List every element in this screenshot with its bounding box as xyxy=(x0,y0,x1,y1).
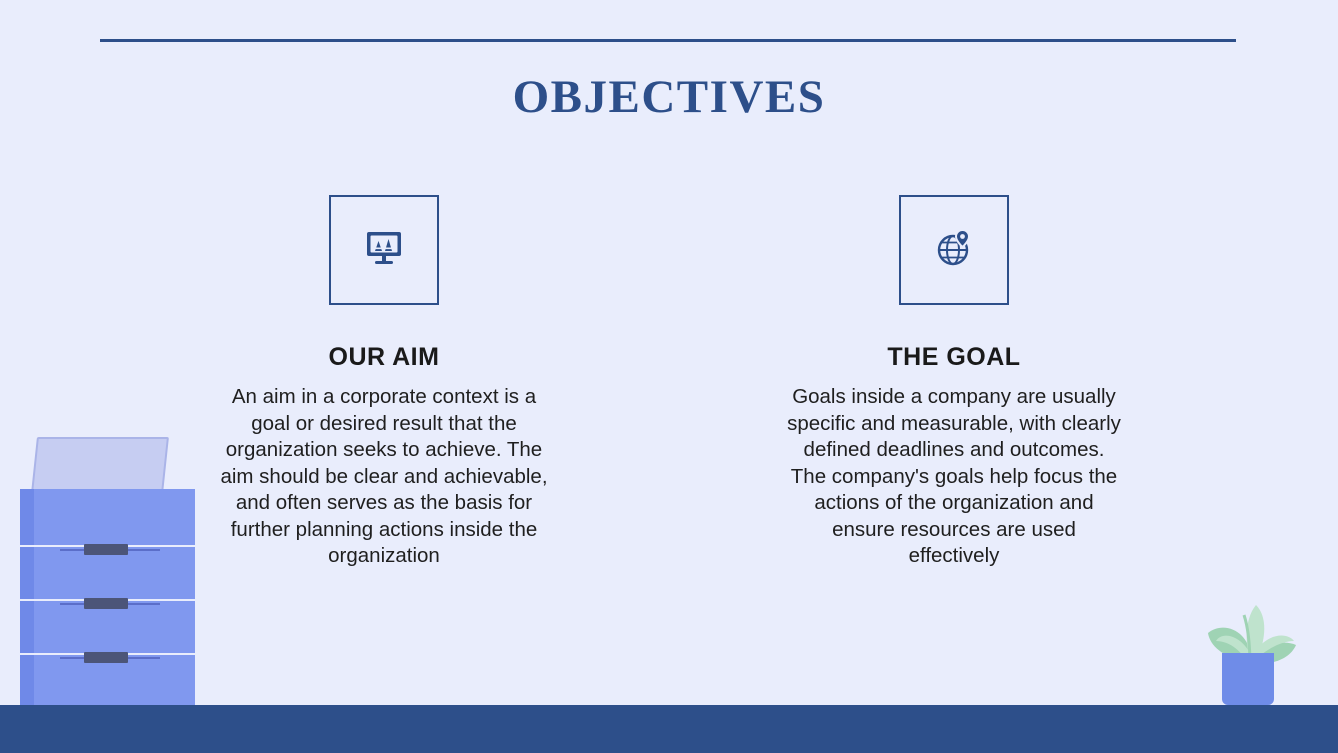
objective-column-aim xyxy=(214,195,554,570)
plant-pot xyxy=(1222,653,1274,705)
cabinet-handle xyxy=(84,652,128,663)
desktop-monitor-chart-icon xyxy=(358,222,410,279)
cabinet-body xyxy=(20,489,195,705)
objective-column-goal xyxy=(784,195,1124,570)
icon-frame-aim xyxy=(329,195,439,305)
filing-cabinet-illustration xyxy=(20,437,195,705)
icon-frame-goal xyxy=(899,195,1009,305)
cabinet-lid xyxy=(31,437,169,493)
objective-title: OUR AIM xyxy=(328,343,440,371)
cabinet-handle xyxy=(84,598,128,609)
cabinet-side-shade xyxy=(20,489,34,705)
potted-plant-illustration xyxy=(1186,575,1316,705)
objectives-columns xyxy=(0,195,1338,570)
objective-title: THE GOAL xyxy=(887,343,1021,371)
title-divider xyxy=(100,39,1236,42)
cabinet-handle xyxy=(84,544,128,555)
floor-bar xyxy=(0,705,1338,753)
objective-body: An aim in a corporate context is a goal or desired result that the organization seeks to achieve. The aim should be clear and achievable, and often serves as the basis for further planning actions inside the organization xyxy=(220,385,548,567)
globe-location-pin-icon xyxy=(928,222,980,279)
objective-body: Goals inside a company are usually specific and measurable, with clearly defined deadlines and outcomes. The company's goals help focus the actions of the organization and ensure resources are used effectively xyxy=(787,385,1121,567)
page-title: OBJECTIVES xyxy=(512,71,826,123)
